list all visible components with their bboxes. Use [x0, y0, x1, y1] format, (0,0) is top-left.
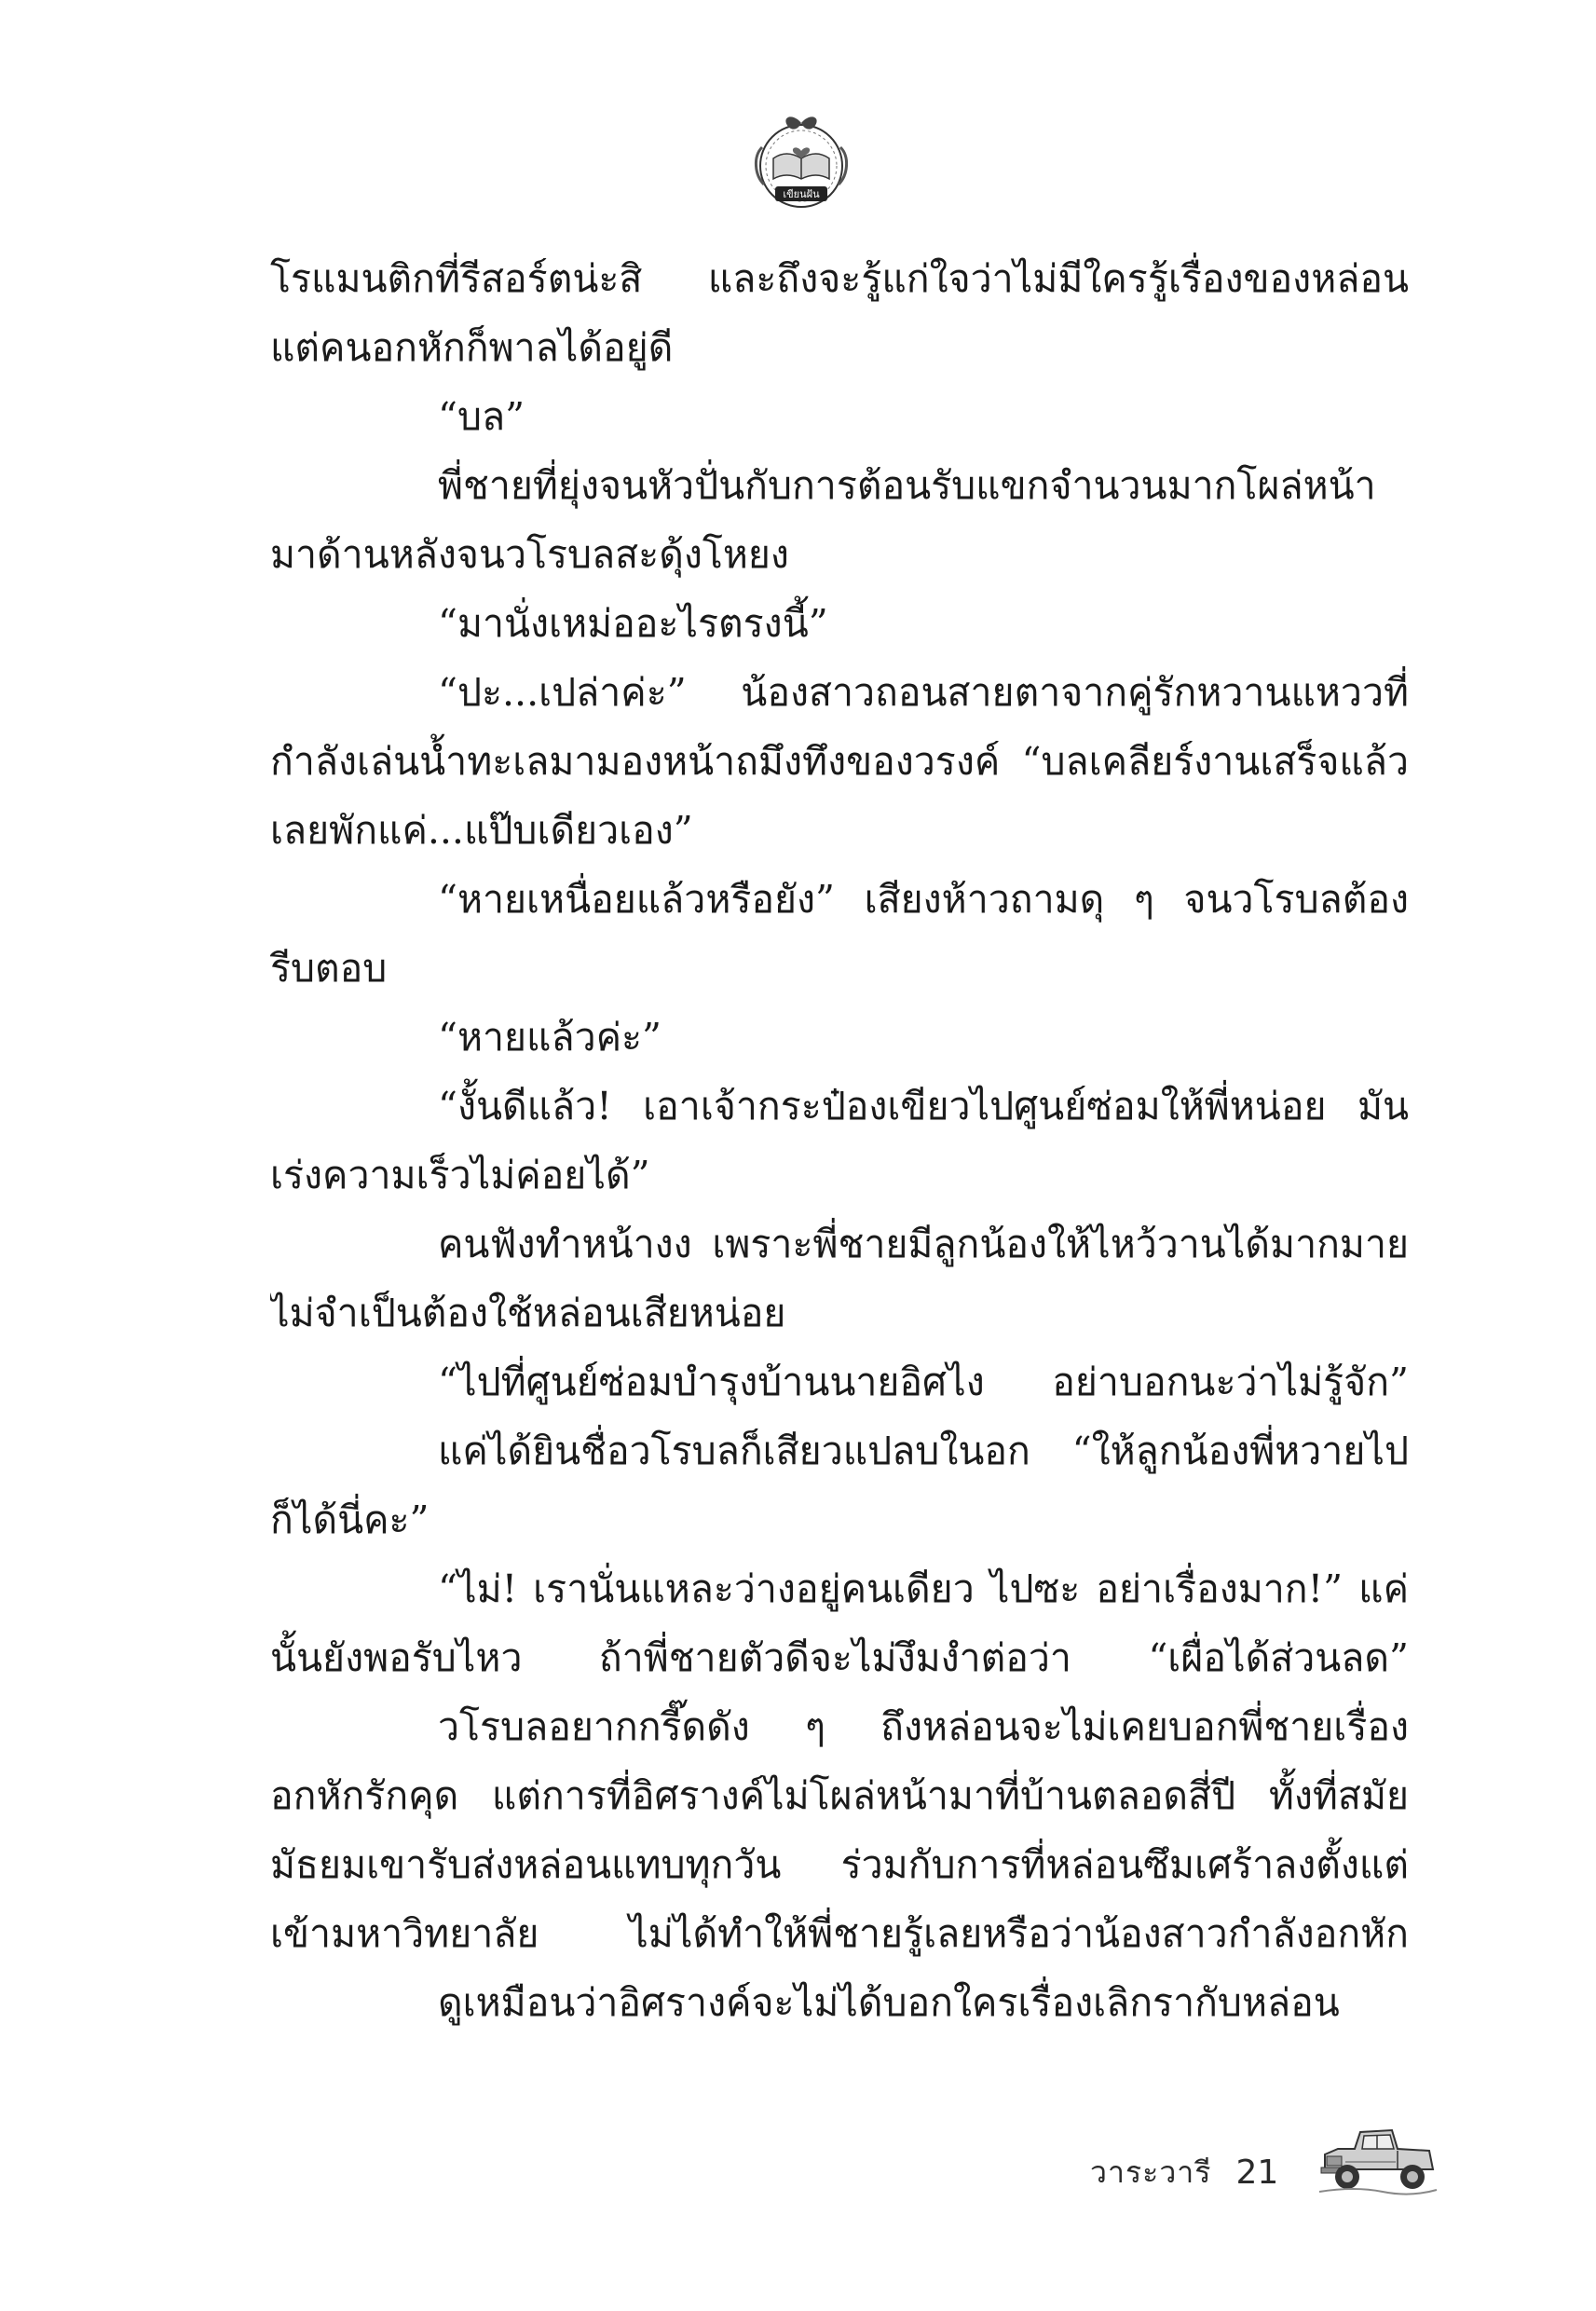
text-line: ดูเหมือนว่าอิศรางค์จะไม่ได้บอกใครเรื่องเลิกรากับหล่อน	[438, 1980, 1340, 2025]
book-heart-emblem-icon	[751, 110, 852, 214]
text-line: มาด้านหลังจนวโรบลสะดุ้งโหยง	[270, 532, 789, 577]
text-line: เข้ามหาวิทยาลัย ไม่ได้ทำให้พี่ชายรู้เลยหรือว่าน้องสาวกำลังอกหัก	[270, 1911, 1409, 1956]
text-line: มัธยมเขารับส่งหล่อนแทบทุกวัน ร่วมกับการที่หล่อนซึมเศร้าลงตั้งแต่	[270, 1842, 1409, 1887]
text-line: “ไม่! เรานั่นแหละว่างอยู่คนเดียว ไปซะ อย่าเรื่องมาก!” แค่	[438, 1566, 1409, 1611]
text-line: เลยพักแค่...แป๊บเดียวเอง”	[270, 808, 693, 853]
text-line: โรแมนติกที่รีสอร์ตน่ะสิ และถึงจะรู้แก่ใจว่าไม่มีใครรู้เรื่องของหล่อน	[270, 256, 1409, 301]
text-line: “หายเหนื่อยแล้วหรือยัง” เสียงห้าวถามดุ ๆ จนวโรบลต้อง	[438, 877, 1409, 922]
emblem-text: เขียนฝัน	[783, 188, 820, 200]
text-line: กำลังเล่นน้ำทะเลมามองหน้าถมึงทึงของวรงค์ “บลเคลียร์งานเสร็จแล้ว	[270, 739, 1409, 784]
text-line: เร่งความเร็วไม่ค่อยได้”	[270, 1153, 650, 1197]
page-number: 21	[1235, 2153, 1279, 2192]
text-line: แค่ได้ยินชื่อวโรบลก็เสียวแปลบในอก “ให้ลูกน้องพี่หวายไป	[438, 1429, 1409, 1473]
text-line: อกหักรักคุด แต่การที่อิศรางค์ไม่โผล่หน้ามาที่บ้านตลอดสี่ปี ทั้งที่สมัย	[270, 1773, 1409, 1818]
text-line: ก็ได้นี่คะ”	[270, 1497, 430, 1542]
text-line: “มานั่งเหม่ออะไรตรงนี้”	[438, 601, 828, 646]
text-line: ไม่จำเป็นต้องใช้หล่อนเสียหน่อย	[270, 1291, 786, 1335]
text-line: วโรบลอยากกรี๊ดดัง ๆ ถึงหล่อนจะไม่เคยบอกพี่ชายเรื่อง	[438, 1704, 1409, 1749]
text-line: พี่ชายที่ยุ่งจนหัวปั่นกับการต้อนรับแขกจำนวนมากโผล่หน้า	[438, 463, 1376, 508]
running-title: วาระวารี	[1090, 2154, 1212, 2190]
text-line: “บล”	[438, 394, 525, 439]
text-line: รีบตอบ	[270, 946, 388, 991]
page-footer	[1090, 2149, 1278, 2195]
text-line: “ปะ...เปล่าค่ะ” น้องสาวถอนสายตาจากคู่รักหวานแหววที่	[438, 670, 1409, 715]
pickup-truck-icon	[1317, 2108, 1439, 2203]
text-line: “งั้นดีแล้ว! เอาเจ้ากระป๋องเขียวไปศูนย์ซ่อมให้พี่หน่อย มัน	[438, 1084, 1409, 1128]
text-line: คนฟังทำหน้างง เพราะพี่ชายมีลูกน้องให้ไหว้วานได้มากมาย	[438, 1222, 1409, 1266]
text-line: นั้นยังพอรับไหว ถ้าพี่ชายตัวดีจะไม่งึมงำต่อว่า “เผื่อได้ส่วนลด”	[270, 1635, 1409, 1680]
text-line: แต่คนอกหักก็พาลได้อยู่ดี	[270, 325, 674, 370]
text-line: “ไปที่ศูนย์ซ่อมบำรุงบ้านนายอิศไง อย่าบอกนะว่าไม่รู้จัก”	[438, 1360, 1409, 1404]
body-text	[270, 244, 1409, 2037]
text-line: “หายแล้วค่ะ”	[438, 1015, 662, 1060]
